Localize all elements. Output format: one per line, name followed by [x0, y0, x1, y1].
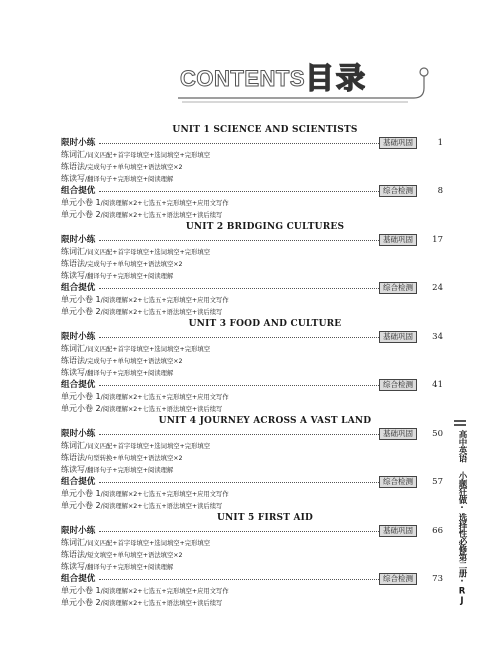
unit-title: UNIT 1 SCIENCE AND SCIENTISTS [172, 125, 358, 135]
toc-item[interactable] [61, 343, 443, 355]
leader-dots [99, 337, 383, 338]
page-number: 50 [432, 429, 443, 439]
unit-title: UNIT 5 FIRST AID [216, 513, 314, 523]
leader-dots [99, 434, 383, 435]
section-row[interactable] [61, 379, 443, 391]
toc-item[interactable] [61, 367, 443, 379]
item-head: 单元小卷 1 [61, 198, 101, 207]
item-head: 练词汇 [61, 538, 85, 547]
leader-dots [99, 482, 383, 483]
section-row[interactable] [61, 185, 443, 197]
toc-item[interactable] [61, 306, 443, 318]
item-detail: /阅读理解×2+七选五+完形填空+应用文写作 [100, 394, 229, 401]
section-row[interactable] [61, 428, 443, 440]
section-row[interactable] [61, 282, 443, 294]
section-label: 组合提优 [61, 186, 96, 196]
item-head: 单元小卷 2 [61, 598, 101, 607]
item-detail: /词义匹配+首字母填空+选词填空+完形填空 [85, 152, 210, 159]
section-label: 限时小练 [61, 526, 96, 536]
item-detail: /翻译句子+完形填空+阅读理解 [85, 564, 174, 571]
item-detail: /阅读理解×2+七选五+语法填空+读后续写 [100, 503, 223, 510]
item-detail: /短文填空+单句填空+语法填空×2 [85, 552, 183, 559]
item-head: 练读写 [61, 465, 85, 474]
section-tag: 基础巩固 [379, 137, 417, 149]
leader-dots [99, 531, 383, 532]
item-head: 单元小卷 2 [61, 404, 101, 413]
item-detail: /完成句子+单句填空+语法填空×2 [85, 261, 183, 268]
section-tag: 基础巩固 [379, 234, 417, 246]
section-label: 组合提优 [61, 380, 96, 390]
item-head: 练语法 [61, 259, 85, 268]
item-head: 练语法 [61, 453, 85, 462]
unit-title: UNIT 2 BRIDGING CULTURES [185, 222, 345, 232]
item-head: 练读写 [61, 368, 85, 377]
contents-heading: CONTENTS [180, 66, 305, 91]
item-head: 单元小卷 1 [61, 392, 101, 401]
item-detail: /阅读理解×2+七选五+完形填空+应用文写作 [100, 491, 229, 498]
item-detail: /阅读理解×2+七选五+完形填空+应用文写作 [100, 588, 229, 595]
item-detail: /阅读理解×2+七选五+语法填空+读后续写 [100, 309, 223, 316]
leader-dots [99, 579, 383, 580]
unit-title: UNIT 3 FOOD AND CULTURE [188, 319, 342, 329]
toc-item[interactable] [61, 270, 443, 282]
toc-item[interactable] [61, 173, 443, 185]
item-head: 练语法 [61, 550, 85, 559]
section-label: 限时小练 [61, 429, 96, 439]
page-number: 73 [432, 574, 443, 584]
item-head: 单元小卷 2 [61, 307, 101, 316]
section-tag: 综合检测 [379, 185, 417, 197]
side-band-text: 高中英语 小题狂做·选择性必修第二册·RJ [457, 430, 467, 606]
item-head: 练词汇 [61, 247, 85, 256]
item-detail: /词义匹配+首字母填空+选词填空+完形填空 [85, 249, 210, 256]
item-detail: /翻译句子+完形填空+阅读理解 [85, 176, 174, 183]
table-of-contents [61, 124, 443, 609]
toc-item[interactable] [61, 585, 443, 597]
section-label: 限时小练 [61, 235, 96, 245]
section-row[interactable] [61, 234, 443, 246]
toc-item[interactable] [61, 549, 443, 561]
item-head: 练词汇 [61, 344, 85, 353]
item-head: 练词汇 [61, 150, 85, 159]
toc-item[interactable] [61, 355, 443, 367]
section-row[interactable] [61, 137, 443, 149]
section-row[interactable] [61, 476, 443, 488]
item-head: 单元小卷 2 [61, 501, 101, 510]
section-tag: 综合检测 [379, 379, 417, 391]
item-detail: /完成句子+单句填空+语法填空×2 [85, 164, 183, 171]
page-number: 66 [432, 526, 443, 536]
item-head: 单元小卷 1 [61, 489, 101, 498]
section-tag: 综合检测 [379, 573, 417, 585]
toc-item[interactable] [61, 500, 443, 512]
leader-dots [99, 288, 383, 289]
item-detail: /阅读理解×2+七选五+完形填空+应用文写作 [100, 297, 229, 304]
section-tag: 基础巩固 [379, 525, 417, 537]
page-number: 34 [432, 332, 443, 342]
leader-dots [99, 240, 383, 241]
item-detail: /阅读理解×2+七选五+完形填空+应用文写作 [100, 200, 229, 207]
item-detail: /翻译句子+完形填空+阅读理解 [85, 370, 174, 377]
toc-item[interactable] [61, 488, 443, 500]
header-decoration [0, 0, 480, 125]
side-band [452, 420, 468, 616]
toc-item[interactable] [61, 258, 443, 270]
toc-item[interactable] [61, 197, 443, 209]
item-head: 单元小卷 1 [61, 586, 101, 595]
page-number: 41 [432, 380, 443, 390]
item-detail: /词义匹配+首字母填空+选词填空+完形填空 [85, 443, 210, 450]
item-detail: /词义匹配+首字母填空+选词填空+完形填空 [85, 540, 210, 547]
toc-item[interactable] [61, 161, 443, 173]
leader-dots [99, 191, 383, 192]
toc-item[interactable] [61, 403, 443, 415]
toc-item[interactable] [61, 464, 443, 476]
item-head: 单元小卷 2 [61, 210, 101, 219]
page-number: 17 [432, 235, 443, 245]
page-number: 57 [432, 477, 443, 487]
toc-item[interactable] [61, 440, 443, 452]
page-number: 1 [437, 138, 443, 148]
toc-item[interactable] [61, 391, 443, 403]
item-head: 练读写 [61, 271, 85, 280]
section-label: 限时小练 [61, 138, 96, 148]
section-tag: 综合检测 [379, 282, 417, 294]
section-label: 组合提优 [61, 283, 96, 293]
section-row[interactable] [61, 525, 443, 537]
section-label: 组合提优 [61, 574, 96, 584]
toc-item[interactable] [61, 597, 443, 609]
leader-dots [99, 385, 383, 386]
page-header [0, 0, 480, 125]
item-detail: /词义匹配+首字母填空+选词填空+完形填空 [85, 346, 210, 353]
item-head: 练语法 [61, 162, 85, 171]
page-number: 24 [432, 283, 443, 293]
item-detail: /阅读理解×2+七选五+语法填空+读后续写 [100, 600, 223, 607]
item-detail: /句型转换+单句填空+语法填空×2 [85, 455, 183, 462]
toc-item[interactable] [61, 246, 443, 258]
toc-item[interactable] [61, 561, 443, 573]
section-tag: 综合检测 [379, 476, 417, 488]
item-head: 单元小卷 1 [61, 295, 101, 304]
section-row[interactable] [61, 573, 443, 585]
item-detail: /翻译句子+完形填空+阅读理解 [85, 273, 174, 280]
toc-item[interactable] [61, 209, 443, 221]
toc-item[interactable] [61, 537, 443, 549]
section-label: 组合提优 [61, 477, 96, 487]
item-detail: /完成句子+单句填空+语法填空×2 [85, 358, 183, 365]
section-label: 限时小练 [61, 332, 96, 342]
item-head: 练语法 [61, 356, 85, 365]
mulu-heading: 目录 [305, 61, 368, 95]
leader-dots [99, 143, 383, 144]
unit-title: UNIT 4 JOURNEY ACROSS A VAST LAND [158, 416, 372, 426]
section-row[interactable] [61, 331, 443, 343]
toc-item[interactable] [61, 294, 443, 306]
toc-item[interactable] [61, 149, 443, 161]
item-detail: /阅读理解×2+七选五+语法填空+读后续写 [100, 406, 223, 413]
page-number: 8 [437, 186, 443, 196]
section-tag: 基础巩固 [379, 331, 417, 343]
toc-item[interactable] [61, 452, 443, 464]
item-head: 练读写 [61, 562, 85, 571]
item-head: 练读写 [61, 174, 85, 183]
item-head: 练词汇 [61, 441, 85, 450]
item-detail: /翻译句子+完形填空+阅读理解 [85, 467, 174, 474]
section-tag: 基础巩固 [379, 428, 417, 440]
item-detail: /阅读理解×2+七选五+语法填空+读后续写 [100, 212, 223, 219]
